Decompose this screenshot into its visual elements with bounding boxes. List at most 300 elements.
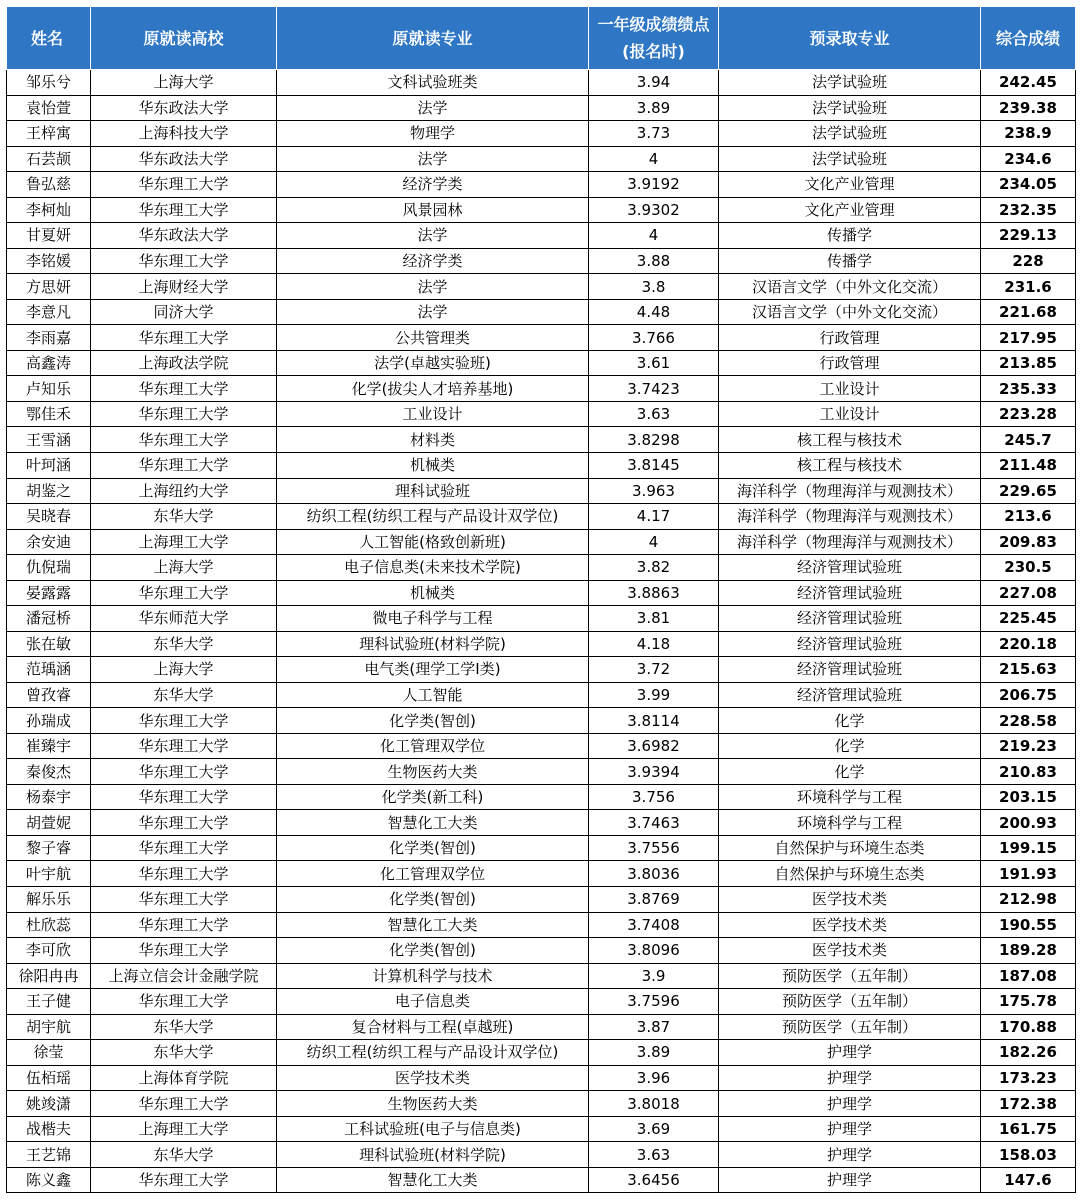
gpa-cell: 3.9302 <box>589 197 719 223</box>
table-row <box>7 631 1076 657</box>
school-cell: 东华大学 <box>91 1014 277 1040</box>
table-row <box>7 401 1076 427</box>
table-body <box>7 70 1076 1193</box>
major-cell: 物理学 <box>277 121 589 147</box>
gpa-cell: 3.8863 <box>589 580 719 606</box>
gpa-cell: 3.8096 <box>589 938 719 964</box>
school-cell: 上海财经大学 <box>91 274 277 300</box>
school-cell: 华东理工大学 <box>91 1167 277 1193</box>
table-row <box>7 350 1076 376</box>
gpa-cell: 3.69 <box>589 1116 719 1142</box>
admitted-major-cell: 法学试验班 <box>719 95 981 121</box>
school-cell: 华东政法大学 <box>91 146 277 172</box>
score-cell: 173.23 <box>981 1065 1076 1091</box>
major-cell: 化学(拔尖人才培养基地) <box>277 376 589 402</box>
gpa-cell: 3.99 <box>589 682 719 708</box>
school-cell: 华东理工大学 <box>91 861 277 887</box>
admitted-major-cell: 核工程与核技术 <box>719 427 981 453</box>
admitted-major-cell: 经济管理试验班 <box>719 631 981 657</box>
admitted-major-cell: 传播学 <box>719 248 981 274</box>
table-row <box>7 580 1076 606</box>
school-cell: 东华大学 <box>91 682 277 708</box>
student-name-cell: 伍栢瑶 <box>7 1065 91 1091</box>
score-cell: 217.95 <box>981 325 1076 351</box>
school-cell: 华东政法大学 <box>91 95 277 121</box>
table-row <box>7 504 1076 530</box>
admitted-major-cell: 护理学 <box>719 1091 981 1117</box>
table-row <box>7 172 1076 198</box>
student-name-cell: 王子健 <box>7 989 91 1015</box>
admitted-major-cell: 环境科学与工程 <box>719 784 981 810</box>
gpa-cell: 3.8145 <box>589 452 719 478</box>
school-cell: 华东理工大学 <box>91 759 277 785</box>
header-gpa-line2: (报名时) <box>622 42 685 61</box>
gpa-cell: 3.756 <box>589 784 719 810</box>
admitted-major-cell: 预防医学（五年制） <box>719 963 981 989</box>
major-cell: 化学类(智创) <box>277 887 589 913</box>
gpa-cell: 3.8298 <box>589 427 719 453</box>
student-name-cell: 李铭媛 <box>7 248 91 274</box>
student-name-cell: 王雪涵 <box>7 427 91 453</box>
table-row <box>7 70 1076 96</box>
school-cell: 华东理工大学 <box>91 452 277 478</box>
student-name-cell: 潘冠桥 <box>7 606 91 632</box>
major-cell: 智慧化工大类 <box>277 810 589 836</box>
gpa-cell: 3.72 <box>589 657 719 683</box>
score-cell: 235.33 <box>981 376 1076 402</box>
score-cell: 158.03 <box>981 1142 1076 1168</box>
admitted-major-cell: 汉语言文学（中外文化交流） <box>719 299 981 325</box>
score-cell: 206.75 <box>981 682 1076 708</box>
major-cell: 生物医药大类 <box>277 759 589 785</box>
student-name-cell: 孙瑞成 <box>7 708 91 734</box>
school-cell: 东华大学 <box>91 631 277 657</box>
school-cell: 华东政法大学 <box>91 223 277 249</box>
score-cell: 189.28 <box>981 938 1076 964</box>
major-cell: 法学 <box>277 95 589 121</box>
admitted-major-cell: 工业设计 <box>719 401 981 427</box>
score-cell: 221.68 <box>981 299 1076 325</box>
school-cell: 东华大学 <box>91 504 277 530</box>
school-cell: 上海理工大学 <box>91 1116 277 1142</box>
major-cell: 工科试验班(电子与信息类) <box>277 1116 589 1142</box>
school-cell: 上海立信会计金融学院 <box>91 963 277 989</box>
admitted-major-cell: 环境科学与工程 <box>719 810 981 836</box>
table-row <box>7 963 1076 989</box>
score-cell: 170.88 <box>981 1014 1076 1040</box>
student-name-cell: 陈义鑫 <box>7 1167 91 1193</box>
score-cell: 239.38 <box>981 95 1076 121</box>
admitted-major-cell: 海洋科学（物理海洋与观测技术） <box>719 478 981 504</box>
score-cell: 232.35 <box>981 197 1076 223</box>
gpa-cell: 3.89 <box>589 95 719 121</box>
gpa-cell: 3.63 <box>589 401 719 427</box>
major-cell: 生物医药大类 <box>277 1091 589 1117</box>
table-row <box>7 197 1076 223</box>
student-name-cell: 徐阳冉冉 <box>7 963 91 989</box>
student-name-cell: 邹乐兮 <box>7 70 91 96</box>
gpa-cell: 3.87 <box>589 1014 719 1040</box>
gpa-cell: 3.7596 <box>589 989 719 1015</box>
student-name-cell: 曾孜睿 <box>7 682 91 708</box>
school-cell: 上海理工大学 <box>91 529 277 555</box>
major-cell: 理科试验班(材料学院) <box>277 631 589 657</box>
student-name-cell: 姚竣潇 <box>7 1091 91 1117</box>
table-row <box>7 1142 1076 1168</box>
score-cell: 212.98 <box>981 887 1076 913</box>
gpa-cell: 4 <box>589 223 719 249</box>
major-cell: 法学 <box>277 223 589 249</box>
major-cell: 微电子科学与工程 <box>277 606 589 632</box>
student-name-cell: 鲁弘慈 <box>7 172 91 198</box>
table-row <box>7 835 1076 861</box>
score-cell: 147.6 <box>981 1167 1076 1193</box>
school-cell: 上海科技大学 <box>91 121 277 147</box>
admitted-major-cell: 核工程与核技术 <box>719 452 981 478</box>
gpa-cell: 3.963 <box>589 478 719 504</box>
table-row <box>7 1116 1076 1142</box>
header-score: 综合成绩 <box>981 7 1076 70</box>
score-cell: 229.13 <box>981 223 1076 249</box>
school-cell: 华东理工大学 <box>91 248 277 274</box>
school-cell: 华东师范大学 <box>91 606 277 632</box>
student-name-cell: 叶珂涵 <box>7 452 91 478</box>
score-cell: 245.7 <box>981 427 1076 453</box>
table-row <box>7 223 1076 249</box>
gpa-cell: 3.6456 <box>589 1167 719 1193</box>
student-name-cell: 鄂佳禾 <box>7 401 91 427</box>
table-row <box>7 478 1076 504</box>
student-name-cell: 高鑫涛 <box>7 350 91 376</box>
school-cell: 上海大学 <box>91 657 277 683</box>
gpa-cell: 3.63 <box>589 1142 719 1168</box>
gpa-cell: 3.7463 <box>589 810 719 836</box>
gpa-cell: 4.17 <box>589 504 719 530</box>
table-row <box>7 1167 1076 1193</box>
admitted-major-cell: 化学 <box>719 759 981 785</box>
gpa-cell: 3.9192 <box>589 172 719 198</box>
major-cell: 化学类(新工科) <box>277 784 589 810</box>
school-cell: 华东理工大学 <box>91 912 277 938</box>
student-name-cell: 晏露露 <box>7 580 91 606</box>
major-cell: 纺织工程(纺织工程与产品设计双学位) <box>277 504 589 530</box>
gpa-cell: 3.96 <box>589 1065 719 1091</box>
school-cell: 华东理工大学 <box>91 1091 277 1117</box>
admitted-major-cell: 自然保护与环境生态类 <box>719 861 981 887</box>
major-cell: 经济学类 <box>277 172 589 198</box>
school-cell: 上海大学 <box>91 555 277 581</box>
student-name-cell: 解乐乐 <box>7 887 91 913</box>
admitted-major-cell: 文化产业管理 <box>719 172 981 198</box>
school-cell: 华东理工大学 <box>91 172 277 198</box>
major-cell: 机械类 <box>277 580 589 606</box>
student-name-cell: 仇倪瑞 <box>7 555 91 581</box>
admitted-major-cell: 预防医学（五年制） <box>719 1014 981 1040</box>
gpa-cell: 3.8036 <box>589 861 719 887</box>
gpa-cell: 3.8 <box>589 274 719 300</box>
gpa-cell: 3.81 <box>589 606 719 632</box>
table-row <box>7 657 1076 683</box>
score-cell: 215.63 <box>981 657 1076 683</box>
admitted-major-cell: 护理学 <box>719 1040 981 1066</box>
student-name-cell: 胡萱妮 <box>7 810 91 836</box>
score-cell: 211.48 <box>981 452 1076 478</box>
student-name-cell: 余安迪 <box>7 529 91 555</box>
student-name-cell: 杜欣蕊 <box>7 912 91 938</box>
admitted-major-cell: 经济管理试验班 <box>719 657 981 683</box>
score-cell: 210.83 <box>981 759 1076 785</box>
major-cell: 文科试验班类 <box>277 70 589 96</box>
student-name-cell: 李雨嘉 <box>7 325 91 351</box>
table-row <box>7 912 1076 938</box>
score-cell: 234.6 <box>981 146 1076 172</box>
school-cell: 华东理工大学 <box>91 708 277 734</box>
score-cell: 213.6 <box>981 504 1076 530</box>
admitted-major-cell: 护理学 <box>719 1116 981 1142</box>
major-cell: 化学类(智创) <box>277 938 589 964</box>
student-name-cell: 李意凡 <box>7 299 91 325</box>
table-row <box>7 861 1076 887</box>
score-cell: 227.08 <box>981 580 1076 606</box>
gpa-cell: 3.88 <box>589 248 719 274</box>
major-cell: 化工管理双学位 <box>277 733 589 759</box>
admitted-major-cell: 经济管理试验班 <box>719 555 981 581</box>
major-cell: 法学 <box>277 146 589 172</box>
major-cell: 医学技术类 <box>277 1065 589 1091</box>
admitted-major-cell: 经济管理试验班 <box>719 682 981 708</box>
table-row <box>7 1040 1076 1066</box>
table-row <box>7 1065 1076 1091</box>
gpa-cell: 3.82 <box>589 555 719 581</box>
student-name-cell: 李可欣 <box>7 938 91 964</box>
table-row <box>7 810 1076 836</box>
table-row <box>7 1014 1076 1040</box>
school-cell: 华东理工大学 <box>91 810 277 836</box>
admitted-major-cell: 经济管理试验班 <box>719 580 981 606</box>
table-row <box>7 784 1076 810</box>
admitted-major-cell: 医学技术类 <box>719 938 981 964</box>
score-cell: 220.18 <box>981 631 1076 657</box>
school-cell: 东华大学 <box>91 1040 277 1066</box>
admitted-major-cell: 行政管理 <box>719 325 981 351</box>
gpa-cell: 3.8769 <box>589 887 719 913</box>
table-row <box>7 887 1076 913</box>
gpa-cell: 3.8018 <box>589 1091 719 1117</box>
admitted-major-cell: 护理学 <box>719 1142 981 1168</box>
score-cell: 230.5 <box>981 555 1076 581</box>
gpa-cell: 4 <box>589 146 719 172</box>
admitted-major-cell: 传播学 <box>719 223 981 249</box>
student-name-cell: 李柯灿 <box>7 197 91 223</box>
school-cell: 东华大学 <box>91 1142 277 1168</box>
table-row <box>7 759 1076 785</box>
gpa-cell: 4 <box>589 529 719 555</box>
admitted-major-cell: 工业设计 <box>719 376 981 402</box>
score-cell: 231.6 <box>981 274 1076 300</box>
table-row <box>7 938 1076 964</box>
gpa-cell: 4.18 <box>589 631 719 657</box>
score-cell: 175.78 <box>981 989 1076 1015</box>
major-cell: 化学类(智创) <box>277 708 589 734</box>
student-name-cell: 王艺锦 <box>7 1142 91 1168</box>
gpa-cell: 3.61 <box>589 350 719 376</box>
student-name-cell: 范瑀涵 <box>7 657 91 683</box>
major-cell: 电子信息类 <box>277 989 589 1015</box>
admitted-major-cell: 法学试验班 <box>719 121 981 147</box>
gpa-cell: 3.7408 <box>589 912 719 938</box>
gpa-cell: 3.9394 <box>589 759 719 785</box>
admitted-major-cell: 化学 <box>719 708 981 734</box>
gpa-cell: 3.7556 <box>589 835 719 861</box>
table-row <box>7 989 1076 1015</box>
header-row <box>7 7 1076 70</box>
gpa-cell: 3.9 <box>589 963 719 989</box>
student-name-cell: 徐莹 <box>7 1040 91 1066</box>
school-cell: 华东理工大学 <box>91 427 277 453</box>
admitted-major-cell: 文化产业管理 <box>719 197 981 223</box>
header-gpa-line1: 一年级成绩绩点 <box>597 15 710 34</box>
student-name-cell: 黎子睿 <box>7 835 91 861</box>
admitted-major-cell: 海洋科学（物理海洋与观测技术） <box>719 529 981 555</box>
student-name-cell: 吴晓春 <box>7 504 91 530</box>
student-name-cell: 胡鉴之 <box>7 478 91 504</box>
school-cell: 华东理工大学 <box>91 376 277 402</box>
score-cell: 191.93 <box>981 861 1076 887</box>
major-cell: 复合材料与工程(卓越班) <box>277 1014 589 1040</box>
major-cell: 风景园林 <box>277 197 589 223</box>
major-cell: 人工智能 <box>277 682 589 708</box>
table-row <box>7 274 1076 300</box>
major-cell: 理科试验班(材料学院) <box>277 1142 589 1168</box>
student-name-cell: 石芸颉 <box>7 146 91 172</box>
header-major: 原就读专业 <box>277 7 589 70</box>
score-cell: 228 <box>981 248 1076 274</box>
admitted-major-cell: 汉语言文学（中外文化交流） <box>719 274 981 300</box>
major-cell: 化学类(智创) <box>277 835 589 861</box>
gpa-cell: 3.94 <box>589 70 719 96</box>
score-cell: 229.65 <box>981 478 1076 504</box>
school-cell: 华东理工大学 <box>91 197 277 223</box>
major-cell: 电气类(理学工学I类) <box>277 657 589 683</box>
school-cell: 上海体育学院 <box>91 1065 277 1091</box>
score-cell: 200.93 <box>981 810 1076 836</box>
school-cell: 华东理工大学 <box>91 325 277 351</box>
admitted-major-cell: 经济管理试验班 <box>719 606 981 632</box>
table-row <box>7 427 1076 453</box>
score-cell: 234.05 <box>981 172 1076 198</box>
admitted-major-cell: 预防医学（五年制） <box>719 989 981 1015</box>
score-cell: 213.85 <box>981 350 1076 376</box>
header-school: 原就读高校 <box>91 7 277 70</box>
admitted-major-cell: 法学试验班 <box>719 70 981 96</box>
major-cell: 法学 <box>277 299 589 325</box>
student-name-cell: 张在敏 <box>7 631 91 657</box>
score-cell: 219.23 <box>981 733 1076 759</box>
gpa-cell: 4.48 <box>589 299 719 325</box>
school-cell: 华东理工大学 <box>91 835 277 861</box>
admitted-major-cell: 化学 <box>719 733 981 759</box>
student-name-cell: 杨泰宇 <box>7 784 91 810</box>
major-cell: 法学 <box>277 274 589 300</box>
major-cell: 纺织工程(纺织工程与产品设计双学位) <box>277 1040 589 1066</box>
gpa-cell: 3.766 <box>589 325 719 351</box>
table-row <box>7 325 1076 351</box>
table-row <box>7 452 1076 478</box>
major-cell: 材料类 <box>277 427 589 453</box>
school-cell: 同济大学 <box>91 299 277 325</box>
score-cell: 172.38 <box>981 1091 1076 1117</box>
score-cell: 223.28 <box>981 401 1076 427</box>
table-row <box>7 555 1076 581</box>
admitted-major-cell: 护理学 <box>719 1065 981 1091</box>
score-cell: 228.58 <box>981 708 1076 734</box>
gpa-cell: 3.7423 <box>589 376 719 402</box>
major-cell: 理科试验班 <box>277 478 589 504</box>
score-cell: 161.75 <box>981 1116 1076 1142</box>
major-cell: 机械类 <box>277 452 589 478</box>
table-row <box>7 376 1076 402</box>
admitted-major-cell: 行政管理 <box>719 350 981 376</box>
score-cell: 242.45 <box>981 70 1076 96</box>
school-cell: 华东理工大学 <box>91 989 277 1015</box>
admitted-major-cell: 护理学 <box>719 1167 981 1193</box>
student-name-cell: 胡宇航 <box>7 1014 91 1040</box>
table-row <box>7 733 1076 759</box>
student-name-cell: 王梓寓 <box>7 121 91 147</box>
major-cell: 法学(卓越实验班) <box>277 350 589 376</box>
gpa-cell: 3.73 <box>589 121 719 147</box>
school-cell: 华东理工大学 <box>91 784 277 810</box>
gpa-cell: 3.89 <box>589 1040 719 1066</box>
score-cell: 238.9 <box>981 121 1076 147</box>
admitted-major-cell: 医学技术类 <box>719 887 981 913</box>
score-cell: 203.15 <box>981 784 1076 810</box>
school-cell: 上海政法学院 <box>91 350 277 376</box>
school-cell: 华东理工大学 <box>91 401 277 427</box>
score-cell: 182.26 <box>981 1040 1076 1066</box>
score-cell: 187.08 <box>981 963 1076 989</box>
admission-results-table <box>6 6 1076 1193</box>
major-cell: 智慧化工大类 <box>277 912 589 938</box>
student-name-cell: 甘夏妍 <box>7 223 91 249</box>
table-row <box>7 95 1076 121</box>
student-name-cell: 方思妍 <box>7 274 91 300</box>
table-row <box>7 606 1076 632</box>
gpa-cell: 3.6982 <box>589 733 719 759</box>
admitted-major-cell: 法学试验班 <box>719 146 981 172</box>
school-cell: 上海大学 <box>91 70 277 96</box>
table-row <box>7 1091 1076 1117</box>
student-name-cell: 崔臻宇 <box>7 733 91 759</box>
major-cell: 化工管理双学位 <box>277 861 589 887</box>
major-cell: 人工智能(格致创新班) <box>277 529 589 555</box>
school-cell: 上海纽约大学 <box>91 478 277 504</box>
admitted-major-cell: 海洋科学（物理海洋与观测技术） <box>719 504 981 530</box>
major-cell: 智慧化工大类 <box>277 1167 589 1193</box>
table-row <box>7 708 1076 734</box>
score-cell: 190.55 <box>981 912 1076 938</box>
major-cell: 电子信息类(未来技术学院) <box>277 555 589 581</box>
major-cell: 工业设计 <box>277 401 589 427</box>
school-cell: 华东理工大学 <box>91 887 277 913</box>
header-gpa <box>589 7 719 70</box>
admitted-major-cell: 自然保护与环境生态类 <box>719 835 981 861</box>
table-row <box>7 146 1076 172</box>
header-name: 姓名 <box>7 7 91 70</box>
major-cell: 公共管理类 <box>277 325 589 351</box>
score-cell: 209.83 <box>981 529 1076 555</box>
table-row <box>7 299 1076 325</box>
